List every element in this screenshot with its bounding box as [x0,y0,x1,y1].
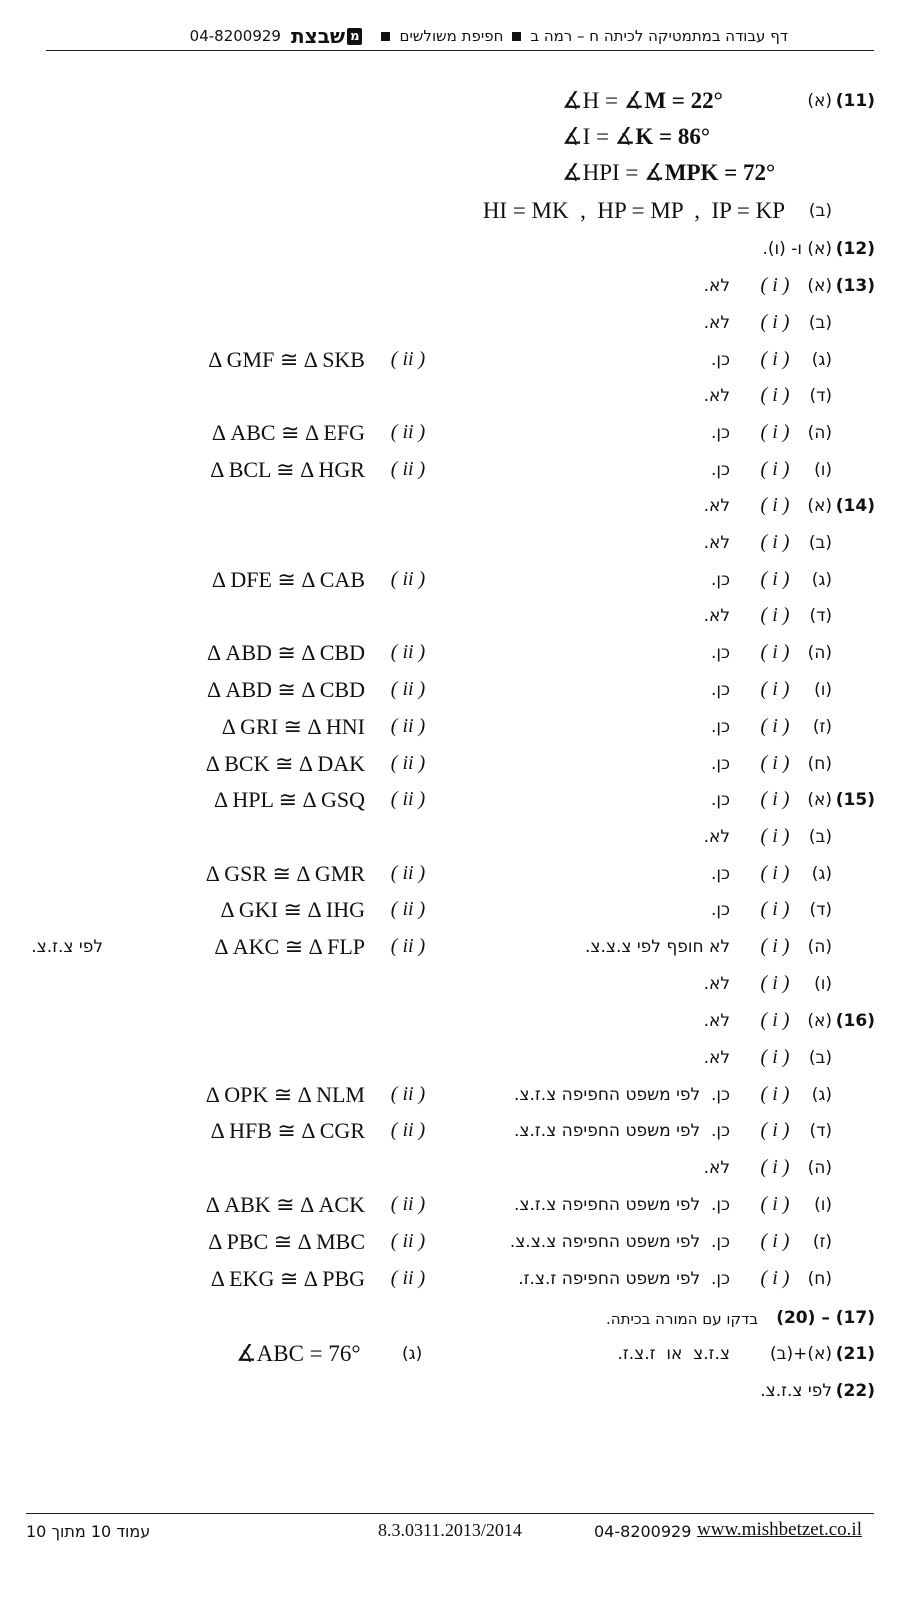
answer-text: כן. [710,350,730,370]
part-ii-label: ( ii ) [390,1083,426,1105]
answer-row [0,1192,918,1222]
part-i-label: ( i ) [760,1267,790,1289]
part-i-label: ( i ) [760,1083,790,1105]
answer-row [0,457,918,487]
congruence-statement: Δ GSR ≅ Δ GMR [205,861,365,886]
congruence-statement: Δ GKI ≅ Δ IHG [220,897,365,922]
sub-label: (ד) [809,606,832,626]
part-i-label: ( i ) [760,788,790,810]
answer-text: לא. [703,276,730,296]
answer-row [0,677,918,707]
part-i-label: ( i ) [760,421,790,443]
congruence-statement: Δ EKG ≅ Δ PBG [210,1266,365,1291]
footer-divider [26,1513,874,1514]
answer-text: כן. לפי משפט החפיפה צ.ז.צ. [514,1121,730,1141]
part-ii-label: ( ii ) [390,788,426,810]
answer-row [0,861,918,891]
question-number: (16) [835,1011,875,1031]
sub-label: (ו) [814,974,832,994]
criterion-note: לפי צ.ז.צ. [31,937,103,957]
answer-row [0,824,918,854]
part-i-label: ( i ) [760,825,790,847]
part-i-label: ( i ) [760,641,790,663]
sub-label: (ב) [808,1048,832,1068]
congruence-statement: Δ PBC ≅ Δ MBC [208,1229,365,1254]
answer-row [0,273,918,303]
part-i-label: ( i ) [760,678,790,700]
sub-label: (ד) [809,386,832,406]
answer-text: כן. לפי משפט החפיפה צ.ז.צ. [514,1085,730,1105]
part-i-label: ( i ) [760,531,790,553]
answer-text: בדקו עם המורה בכיתה. [606,1310,758,1328]
answer-row [0,640,918,670]
answer-text: כן. לפי משפט החפיפה צ.צ.צ. [509,1232,730,1252]
answer-text: כן. [710,423,730,443]
answer-row [0,310,918,340]
answer-text: כן. [710,790,730,810]
part-i-label: ( i ) [760,1009,790,1031]
congruence-statement: Δ HFB ≅ Δ CGR [210,1118,365,1143]
congruence-statement: Δ AKC ≅ Δ FLP [214,934,365,959]
answer-text: לא חופף לפי צ.צ.צ. [584,937,730,957]
answer-row [0,787,918,817]
sub-label: (א) [807,1011,832,1031]
part-ii-label: ( ii ) [390,641,426,663]
header-separator-square [381,32,390,41]
sub-label: (ג) [811,1085,832,1105]
part-i-label: ( i ) [760,458,790,480]
part-ii-label: ( ii ) [390,715,426,737]
part-i-label: ( i ) [760,862,790,884]
sub-label: (א) [807,91,832,111]
answer-text: לא. [703,974,730,994]
answer-text: כן. לפי משפט החפיפה ז.צ.ז. [518,1269,730,1289]
website-link[interactable]: www.mishbetzet.co.il [697,1519,862,1540]
answer-text: לא. [703,606,730,626]
answer-row [0,1155,918,1185]
answer-text: כן. [710,864,730,884]
part-i-label: ( i ) [760,1046,790,1068]
answer-row [0,1118,918,1148]
part-i-label: ( i ) [760,898,790,920]
question-11-row-b [0,198,918,228]
answer-text: (א) ו- (ו). [762,239,832,259]
question-22-row [0,1378,918,1408]
answer-text: כן. [710,460,730,480]
question-number: (22) [835,1381,875,1401]
congruence-statement: Δ GMF ≅ Δ SKB [208,347,365,372]
question-11-row-a3 [0,160,918,190]
sub-label: (ח) [807,754,832,774]
sub-label: (ג) [811,350,832,370]
sub-label: (ב) [808,827,832,847]
part-i-label: ( i ) [760,935,790,957]
header-phone: 04-8200929 [189,27,281,45]
part-i-label: ( i ) [760,752,790,774]
sub-label: (א) [807,790,832,810]
answer-row [0,1008,918,1038]
answer-row [0,971,918,1001]
answer-text: כן. [710,570,730,590]
answer-text: צ.ז.צ או ז.צ.ז. [617,1344,730,1364]
part-ii-label: ( ii ) [390,1230,426,1252]
answer-text: לא. [703,496,730,516]
sub-label: (ה) [807,643,832,663]
part-i-label: ( i ) [760,568,790,590]
part-i-label: ( i ) [760,494,790,516]
question-range: (17) – (20) [776,1308,875,1328]
question-11-row-a1 [0,88,918,118]
answer-text: לא. [703,827,730,847]
answer-row [0,1082,918,1112]
question-21-row [0,1341,918,1371]
part-i-label: ( i ) [760,1193,790,1215]
footer-phone: 04-8200929 [594,1522,692,1541]
part-i-label: ( i ) [760,604,790,626]
sub-label: (ו) [814,460,832,480]
sub-label: (ז) [812,717,832,737]
part-ii-label: ( ii ) [390,898,426,920]
answer-row [0,934,918,964]
sub-label: (ה) [807,937,832,957]
sub-label: (ז) [812,1232,832,1252]
question-number: (12) [835,239,875,259]
question-number: (14) [835,496,875,516]
part-i-label: ( i ) [760,311,790,333]
sides-equation: HI = MK , HP = MP , IP = KP [482,198,785,223]
header-topic: חפיפת משולשים [399,27,504,45]
answer-row [0,1229,918,1259]
question-12-row [0,236,918,266]
part-i-label: ( i ) [760,1156,790,1178]
sub-label: (ג) [402,1344,423,1364]
answer-text: לא. [703,1048,730,1068]
congruence-statement: Δ ABK ≅ Δ ACK [205,1192,365,1217]
question-11-row-a2 [0,124,918,154]
sub-label: (א)+(ב) [770,1344,832,1364]
sub-label: (ח) [807,1269,832,1289]
congruence-statement: Δ ABC ≅ Δ EFG [211,420,365,445]
header-separator-square [512,32,521,41]
answer-row [0,383,918,413]
part-i-label: ( i ) [760,348,790,370]
question-17-20-row [0,1305,918,1335]
part-ii-label: ( ii ) [390,458,426,480]
answer-text: לא. [703,1011,730,1031]
answer-text: כן. [710,900,730,920]
part-ii-label: ( ii ) [390,752,426,774]
page-number: עמוד 10 מתוך 10 [26,1522,151,1541]
sub-label: (ב) [808,533,832,553]
answer-row [0,347,918,377]
angle-equation: ∡ABC = 76° [236,1341,361,1366]
part-ii-label: ( ii ) [390,862,426,884]
answer-text: לפי צ.ז.צ. [760,1381,832,1401]
answer-row [0,1266,918,1296]
answer-text: כן. [710,754,730,774]
answer-row [0,603,918,633]
answer-row [0,493,918,523]
logo-badge: מ [347,28,362,45]
congruence-statement: Δ GRI ≅ Δ HNI [221,714,365,739]
answer-row [0,751,918,781]
part-i-label: ( i ) [760,1119,790,1141]
sub-label: (ה) [807,1158,832,1178]
answer-text: כן. לפי משפט החפיפה צ.ז.צ. [514,1195,730,1215]
sub-label: (ד) [809,900,832,920]
answer-row [0,530,918,560]
congruence-statement: Δ ABD ≅ Δ CBD [207,677,365,702]
sub-label: (ב) [808,201,832,221]
sub-label: (ג) [811,864,832,884]
answer-text: לא. [703,386,730,406]
part-i-label: ( i ) [760,715,790,737]
congruence-statement: Δ OPK ≅ Δ NLM [205,1082,365,1107]
part-ii-label: ( ii ) [390,348,426,370]
page-header [118,23,788,49]
question-number: (21) [835,1344,875,1364]
part-ii-label: ( ii ) [390,678,426,700]
congruence-statement: Δ ABD ≅ Δ CBD [207,640,365,665]
answer-text: כן. [710,717,730,737]
angle-equation: ∡HPI = ∡MPK = 72° [562,160,776,185]
sub-label: (ו) [814,1195,832,1215]
answer-row [0,714,918,744]
sub-label: (א) [807,496,832,516]
angle-equation: ∡H = ∡M = 22° [562,88,723,113]
answer-row [0,897,918,927]
part-ii-label: ( ii ) [390,935,426,957]
congruence-statement: Δ DFE ≅ Δ CAB [211,567,365,592]
part-ii-label: ( ii ) [390,1193,426,1215]
sub-label: (א) [807,276,832,296]
answer-text: כן. [710,643,730,663]
congruence-statement: Δ BCL ≅ Δ HGR [210,457,365,482]
sub-label: (ו) [814,680,832,700]
part-ii-label: ( ii ) [390,1119,426,1141]
part-ii-label: ( ii ) [390,1267,426,1289]
answer-row [0,420,918,450]
sub-label: (ב) [808,313,832,333]
part-ii-label: ( ii ) [390,421,426,443]
answer-text: לא. [703,533,730,553]
question-number: (13) [835,276,875,296]
sub-label: (ג) [811,570,832,590]
part-i-label: ( i ) [760,972,790,994]
congruence-statement: Δ BCK ≅ Δ DAK [205,751,365,776]
angle-equation: ∡I = ∡K = 86° [562,124,711,149]
part-ii-label: ( ii ) [390,568,426,590]
answer-text: כן. [710,680,730,700]
answer-text: לא. [703,1158,730,1178]
publisher-logo [291,24,363,48]
answer-text: לא. [703,313,730,333]
sub-label: (ד) [809,1121,832,1141]
answer-row [0,1045,918,1075]
question-number: (15) [835,790,875,810]
sub-label: (ה) [807,423,832,443]
congruence-statement: Δ HPL ≅ Δ GSQ [213,787,365,812]
part-i-label: ( i ) [760,384,790,406]
question-number: (11) [835,91,875,111]
part-i-label: ( i ) [760,1230,790,1252]
answer-row [0,567,918,597]
document-code: 8.3.0311.2013/2014 [378,1520,522,1540]
logo-text: שבצת [290,24,346,48]
header-title: דף עבודה במתמטיקה לכיתה ח – רמה ב [530,27,788,45]
part-i-label: ( i ) [760,274,790,296]
header-divider [46,50,874,51]
